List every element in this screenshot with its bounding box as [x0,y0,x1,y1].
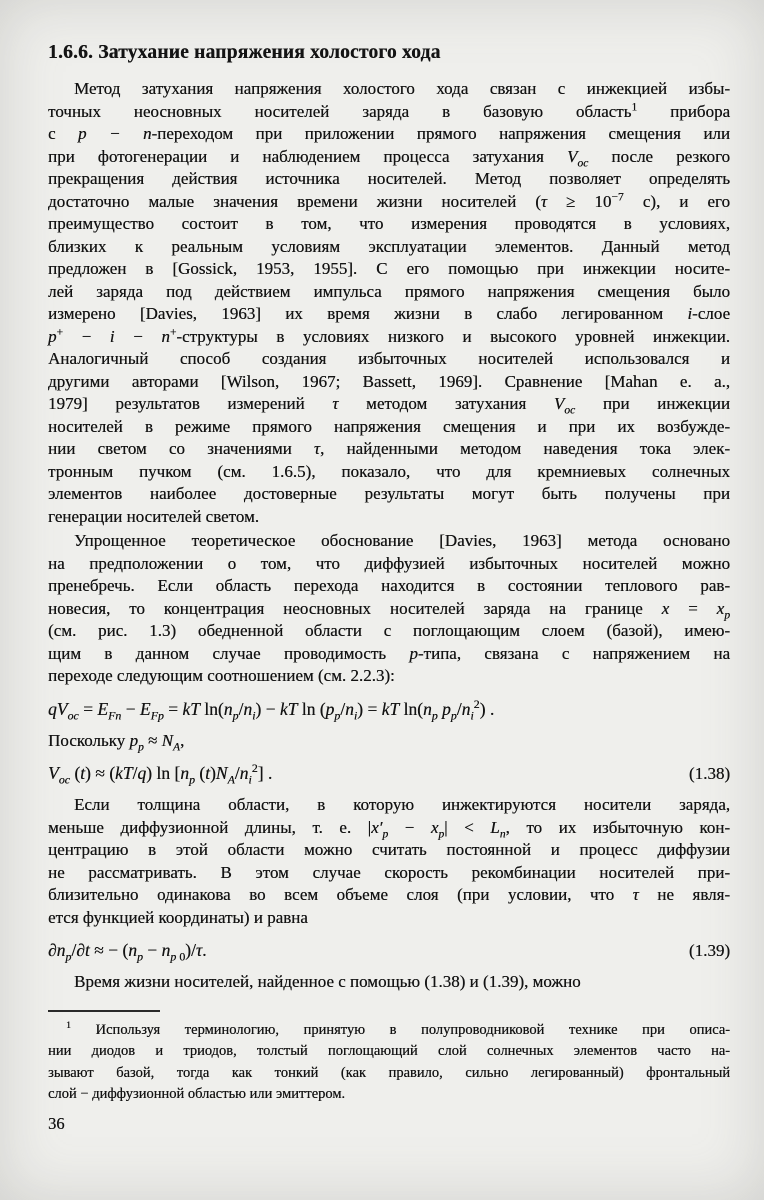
text-line: носителей в режиме прямого напряжения смещения и при их возбужде- [48,416,730,436]
text-line: измерено [Davies, 1963] их время жизни в слабо легированном i-слое [48,304,730,323]
text-line: генерации носителей светом. [48,506,259,526]
text-line: Упрощенное теоретическое обоснование [Davies, 1963] метода основано [74,531,730,550]
text-line: центрацию в этой области можно считать постоянной и процесс диффузии [48,840,730,859]
text-line: p+ − i − n+-структуры в условиях низкого и высокого уровней инжекции. [48,324,730,346]
text-line: с p − n-переходом при приложении прямого напряжения смещения или [48,124,730,143]
text-line: тронным пучком (см. 1.6.5), показало, что для кремниевых солнечных [48,461,730,481]
text-line: достаточно малые значения времени жизни носителей ($\tau \ge 10^{-7}$ с), и его [48,189,730,211]
paragraph-lifetime [48,971,730,994]
paragraph-since-pp [48,730,730,753]
text-line: другими авторами [Wilson, 1967; Bassett, 1969]. Сравнение [Mahan e. a., [48,371,730,391]
text-line: меньше диффузионной длины, т. е. $|x'_p - x_p| < L_n$, то их избыточную кон- [48,817,730,840]
section-heading: 1.6.6. Затухание напряжения холостого хода [48,42,441,63]
text-line: Метод затухания напряжения холостого хода связан с инжекцией избы- [74,79,730,98]
text-line: 1979] результатов измерений τ методом затухания $V_{ос}$ при инжекции [48,394,730,417]
equation-number: (1.39) [688,941,730,960]
text-line: предложен в [Gossick, 1953, 1955]. С его помощью при инжекции носите- [48,259,730,278]
text-line: элементов наиболее достоверные результаты могут быть получены при [48,484,730,503]
text-line: слой − диффузионной областью или эмиттером. [48,1086,346,1102]
equation-number: (1.38) [688,764,730,783]
footnote-divider [48,1010,160,1012]
equation-body: $qV_{ос} = E_{Fn} - E_{Fp}$ = kT $\ln(n_p/n_i)$ − kT $\ln (p_p/n_i)$ = kT $\ln(n_p$ $p_p/n_i^2$) . [48,696,495,722]
equation-body: $\partial n_p/\partial t$ ≈ − ($n_p - n_p$ $_0$)/τ. [48,940,207,964]
text-line: близительно одинакова во всем объеме слоя (при условии, что τ не явля- [48,885,730,904]
equation-voc-fermi [48,697,730,721]
paragraph-theory [48,530,730,688]
text-line: лей заряда под действием импульса прямого напряжения смещения было [48,281,730,301]
text-line: на предположении о том, что диффузией избыточных носителей можно [48,553,730,573]
paragraph-thickness [48,794,730,929]
text-line: Время жизни носителей, найденное с помощью (1.38) и (1.39), можно [74,972,581,991]
equation-1-39 [48,938,730,962]
text-line: $^1$ Используя терминологию, принятую в полупроводниковой технике при описа- [66,1019,730,1038]
text-line: пренебречь. Если область перехода находится в состоянии теплового рав- [48,576,730,595]
text-line: ется функцией координаты) и равна [48,907,308,927]
text-line: Если толщина области, в которую инжектируются носители заряда, [74,795,730,814]
text-line: нии диодов и триодов, толстый поглощающий слой солнечных элементов часто на- [48,1043,730,1059]
text-line: близких к реальным условиям эксплуатации элементов. Данный метод [48,236,730,256]
text-line: (см. рис. 1.3) обедненной области с поглощающим слоем (базой), имею- [48,621,730,640]
text-line: преимущество состоит в том, что измерения проводятся в условиях, [48,214,730,233]
text-line: Аналогичный способ создания избыточных носителей использовался и [48,349,730,368]
equation-1-38 [48,761,730,785]
footnote-terminology [48,1020,730,1106]
text-line: нии светом со значениями τ, найденными методом наведения тока элек- [48,439,730,458]
text-line: не рассматривать. В этом случае скорость рекомбинации носителей при- [48,862,730,882]
text-line: зывают базой, тогда как тонкий (как правило, сильно легированный) фронтальный [48,1064,730,1081]
page-number: 36 [48,1113,65,1133]
text-line: переходе следующим соотношением (см. 2.2.3): [48,666,395,685]
text-line: новесия, то концентрация неосновных носителей заряда на границе $x = x_p$ [48,598,730,621]
text-line: щим в данном случае проводимость p-типа, связана с напряжением на [48,643,730,663]
paragraph-method-intro [48,78,730,528]
text-line: Поскольку $p_p \approx N_A$, [48,730,185,753]
equation-body: $V_{ос}$ (t) ≈ (kT/q) $\ln [n_p$ $(t)N_A/n_i^2$] . [48,761,273,787]
text-line: прекращения действия источника носителей. Метод позволяет определять [48,169,730,188]
text-line: точных неосновных носителей заряда в базовую область$^1$ прибора [48,99,730,121]
text-line: при фотогенерации и наблюдением процесса затухания $V_{ос}$ после резкого [48,146,730,169]
